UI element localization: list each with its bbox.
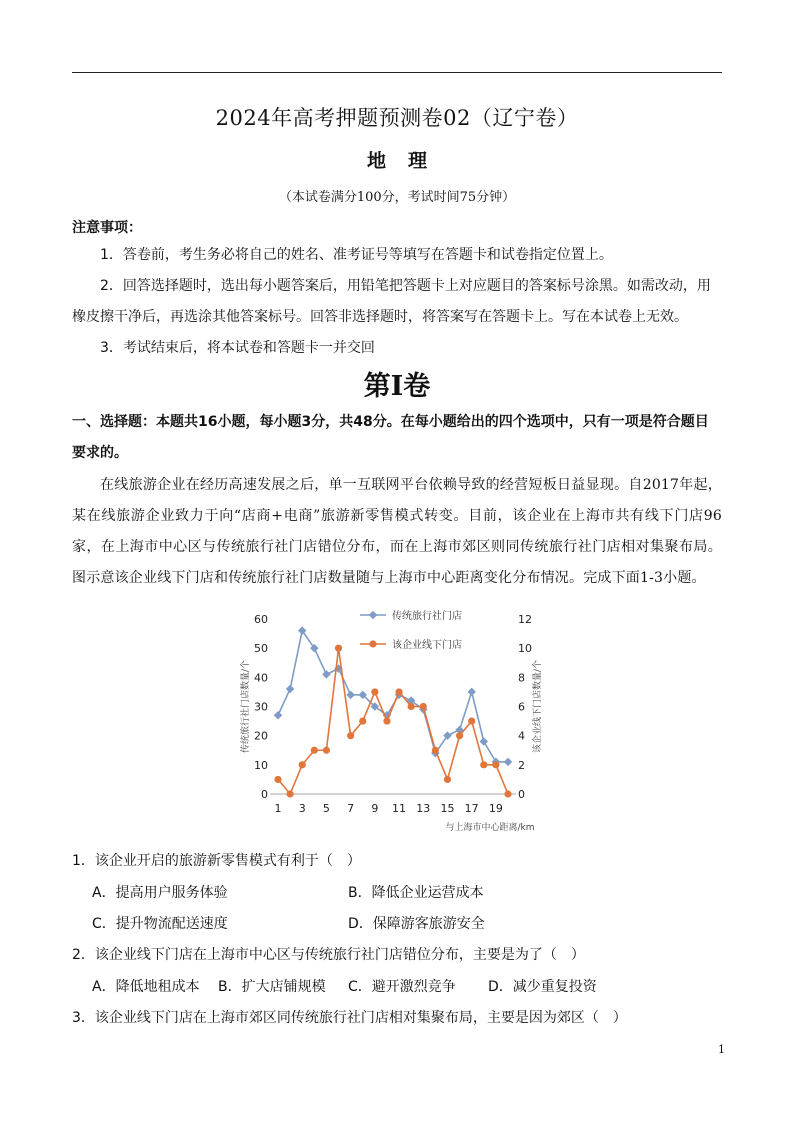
- notice-item-3: 3．考试结束后，将本试卷和答题卡一并交回: [100, 340, 375, 356]
- notice-item-2: 2．回答选择题时，选出每小题答案后，用铅笔把答题卡上对应题目的答案标号涂黑。如需改动，用橡皮擦干净后，再选涂其他答案标号。回答非选择题时，将答案写在答题卡上。写在本试卷上无效。: [72, 278, 711, 325]
- y-right-tick-label: 6: [518, 700, 525, 714]
- y-right-axis-label: 该企业线下门店数量/个: [533, 659, 543, 754]
- x-tick-label: 1: [274, 802, 282, 815]
- series-2-point: [444, 776, 451, 783]
- y-left-axis-label: 传统旅行社门店数量/个: [241, 659, 251, 754]
- series-1-point: [274, 711, 282, 719]
- passage-text: 在线旅游企业在经历高速发展之后，单一互联网平台依赖导致的经营短板日益显现。自2017年起，某在线旅游企业致力于向“店商+电商”旅游新零售模式转变。目前，该企业在上海市共有线下门店96家，在上海市中心区与传统旅行社门店错位分布，而在上海市郊区则同传统旅行社门店相对集聚布局。图示意该企业线下门店和传统旅行社门店数量随与上海市中心距离变化分布情况。完成下面1-3小题。: [72, 477, 722, 586]
- y-right-tick-label: 4: [518, 729, 525, 743]
- series-2-point: [492, 761, 499, 768]
- x-tick-label: 5: [322, 802, 330, 815]
- y-right-tick-label: 10: [518, 642, 532, 656]
- notice-item-1: 1．答卷前，考生务必将自己的姓名、准考证号等填写在答题卡和试卷指定位置上。: [100, 247, 613, 263]
- x-tick-label: 17: [464, 802, 479, 815]
- series-1-point: [480, 737, 488, 745]
- series-2-point: [287, 790, 294, 797]
- series-1-point: [322, 670, 330, 678]
- y-right-tick-label: 2: [518, 758, 525, 772]
- question-2-option-a: A．降低地租成本: [92, 979, 200, 995]
- series-2-point: [468, 717, 475, 724]
- chart-series: [274, 626, 512, 797]
- question-1-option-b: B．降低企业运营成本: [348, 885, 484, 901]
- series-2-point: [408, 703, 415, 710]
- question-1-stem: 1．该企业开启的旅游新零售模式有利于（ ）: [72, 853, 361, 869]
- question-3-stem: 3．该企业线下门店在上海市郊区同传统旅行社门店相对集聚布局，主要是因为郊区（ ）: [72, 1010, 627, 1026]
- series-2-point: [347, 732, 354, 739]
- series-2-point: [456, 732, 463, 739]
- series-2-point: [311, 747, 318, 754]
- question-2-option-c: C．避开激烈竞争: [348, 979, 456, 995]
- y-right-tick-label: 0: [518, 788, 525, 801]
- store-distribution-chart: [228, 604, 568, 836]
- question-2-option-b: B．扩大店铺规模: [218, 979, 326, 995]
- x-tick-label: 3: [298, 802, 306, 815]
- series-1-point: [346, 691, 354, 699]
- legend-marker-2: [369, 640, 376, 647]
- x-tick-label: 7: [347, 802, 355, 815]
- question-2-option-d: D．减少重复投资: [488, 979, 597, 995]
- exam-note: （本试卷满分100分，考试时间75分钟）: [278, 190, 516, 205]
- question-1-option-c: C．提升物流配送速度: [92, 916, 228, 932]
- series-2-point: [383, 717, 390, 724]
- legend-marker-1: [369, 611, 377, 619]
- question-1-option-a: A．提高用户服务体验: [92, 885, 228, 901]
- series-2-point: [359, 717, 366, 724]
- series-2-point: [274, 776, 281, 783]
- x-tick-label: 9: [371, 802, 379, 815]
- x-axis-label: 与上海市中心距离/km: [445, 823, 535, 833]
- y-left-tick-label: 60: [254, 613, 268, 626]
- x-tick-label: 19: [488, 802, 503, 815]
- section-title: 第I卷: [363, 371, 431, 402]
- question-2-stem: 2．该企业线下门店在上海市中心区与传统旅行社门店错位分布，主要是为了（ ）: [72, 947, 585, 963]
- series-1-point: [467, 688, 475, 696]
- y-left-tick-label: 10: [254, 758, 268, 772]
- notice-heading: 注意事项：: [72, 220, 142, 236]
- series-2-point: [504, 790, 511, 797]
- y-left-tick-label: 20: [254, 729, 268, 743]
- series-2-point: [432, 747, 439, 754]
- y-left-tick-label: 50: [254, 642, 268, 656]
- x-tick-label: 15: [440, 802, 455, 815]
- x-tick-label: 13: [416, 802, 431, 815]
- page-number: 1: [718, 1043, 725, 1056]
- series-2-point: [480, 761, 487, 768]
- header-rule: [72, 72, 722, 73]
- question-1-option-d: D．保障游客旅游安全: [348, 916, 485, 932]
- legend-label-1: 传统旅行社门店: [392, 611, 462, 622]
- exam-title: 2024年高考押题预测卷02（辽宁卷）: [215, 106, 579, 130]
- y-right-tick-label: 8: [518, 671, 525, 685]
- y-left-tick-label: 0: [261, 788, 268, 801]
- series-1-point: [286, 685, 294, 693]
- series-2-point: [299, 761, 306, 768]
- subject-title: 地理: [366, 150, 449, 172]
- legend-label-2: 该企业线下门店: [392, 640, 462, 651]
- y-left-tick-label: 30: [254, 700, 268, 714]
- series-1-point: [504, 758, 512, 766]
- section-intro: 一、选择题：本题共16小题，每小题3分，共48分。在每小题给出的四个选项中，只有一项是符合题目要求的。: [72, 414, 709, 461]
- chart-axes: [239, 613, 543, 833]
- series-2-point: [371, 688, 378, 695]
- x-tick-label: 11: [392, 802, 407, 815]
- y-right-tick-label: 12: [518, 613, 532, 626]
- series-2-point: [335, 645, 342, 652]
- series-2-point: [420, 703, 427, 710]
- series-2-point: [395, 688, 402, 695]
- chart-legend: [360, 609, 462, 651]
- series-2-point: [323, 747, 330, 754]
- y-left-tick-label: 40: [254, 671, 268, 685]
